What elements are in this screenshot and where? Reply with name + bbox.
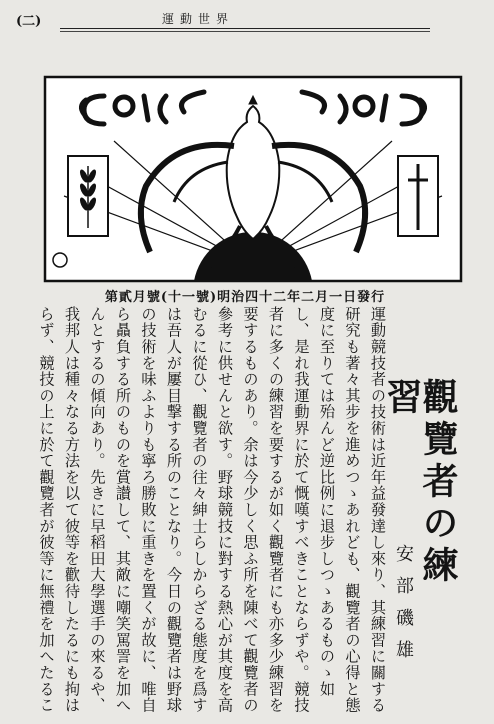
header-rule xyxy=(60,28,430,29)
decorative-banner xyxy=(44,76,462,282)
article-body: 運動競技者の技術は近年益發達し來り、其練習に關する研究も著々其步を進めつゝあれども、觀覽者の心得と態度に至りては殆んど逆比例に退步しつゝあるものゝ如し、是れ我運動界に於て慨嘆すべきことならずや。競技者に多くの練習を要するが如く觀覽者にも亦多少練習を要するものあり。余は今少しく思ふ所を陳べて觀覽者の參考に供せんと欲す。野球競技に對する熱心が其度を高むるに從ひ、觀覽者の往々紳士らしからざる態度を爲すは吾人が屢目撃する所のことなり。今日の觀覽者は野球の技術を味ふよりも寧ろ勝敗に重きを置くが故に、唯自ら贔負する所のものを賞讃して、其敵に嘲笑罵詈を加へんとするの傾向あり。先きに早稻田大學選手の來るや、我邦人は種々なる方法を以て彼等を歡待したるにも拘はらず、競技の上に於て觀覽者が彼等に無禮を加へたるこ xyxy=(37,306,387,714)
page-number: (二) xyxy=(16,14,42,29)
wheat-emblem xyxy=(68,156,108,236)
article-author: 安部磯雄 xyxy=(393,544,414,672)
issue-publication-line: 第貳月號(十一號)明治四十二年二月一日發行 xyxy=(104,290,386,305)
article-title: 觀覽者の練習 xyxy=(381,378,459,588)
sword-emblem xyxy=(398,156,438,236)
header-rule-thin xyxy=(60,31,430,32)
running-header-title: 運動世界 xyxy=(162,12,235,26)
